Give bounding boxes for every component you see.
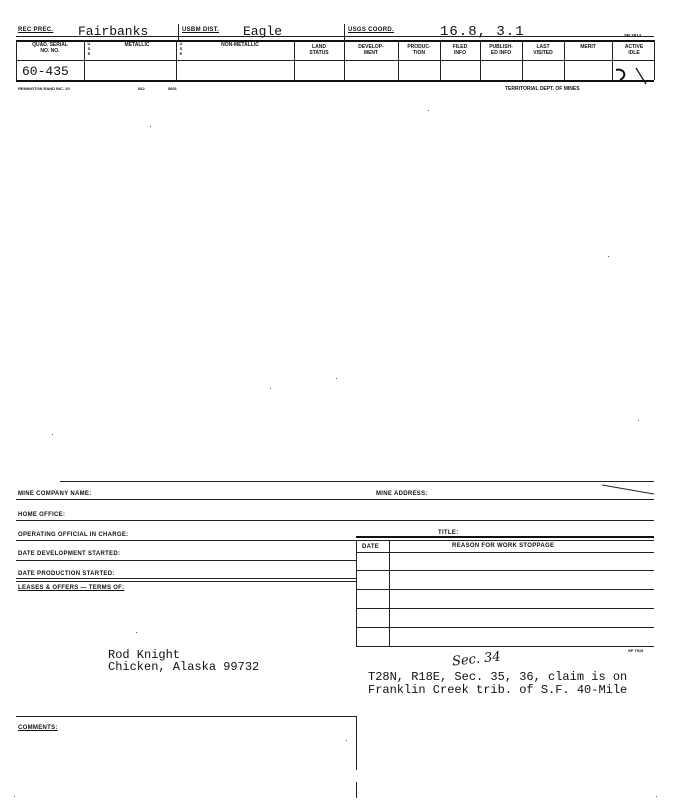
printer-code-1: 662 [138,86,145,91]
col-active-idle: ACTIVE IDLE [624,44,644,56]
leases-label: LEASES & OFFERS — TERMS OF: [18,585,125,591]
col-metallic: METALLIC [124,42,150,48]
col-non-metallic: NON-METALLIC [221,42,259,48]
col-land-status: LAND STATUS [309,44,329,56]
mine-company-name-label: MINE COMPANY NAME: [18,491,92,497]
printer-code-2: 5801 [168,86,177,91]
title-label: TITLE: [438,530,459,536]
col-production: PRODUC- TION [407,44,431,56]
location-line-1: T28N, R18E, Sec. 35, 36, claim is on [368,670,628,684]
printer-label: REMINGTON RAND INC. 20 [18,86,70,91]
date-column-header: DATE [362,544,380,550]
usgs-coord-label: USGS COORD. [348,27,394,33]
owner-address: Chicken, Alaska 99732 [108,660,260,674]
dept-label: TERRITORIAL DEPT. OF MINES [505,86,580,92]
col-published-info: PUBLISH- ED INFO [489,44,513,56]
pencil-mark [606,62,652,92]
reason-column-header: REASON FOR WORK STOPPAGE [452,543,555,549]
form-number-bottom: SP 7915 [628,648,644,653]
col-last-visited: LAST VISITED [533,44,553,56]
owner-name: Rod Knight [108,648,181,662]
usbm-dist-label: USBM DIST. [182,27,220,33]
date-production-label: DATE PRODUCTION STARTED: [18,571,115,577]
col-merit: MERIT [580,44,596,50]
comments-label: COMMENTS: [18,725,58,731]
quad-serial-value: 60-435 [22,64,69,79]
handwritten-note: Sec. 34 [451,649,502,670]
location-line-2: Franklin Creek trib. of S.F. 40-Mile [368,683,628,697]
operating-official-label: OPERATING OFFICIAL IN CHARGE: [18,532,129,538]
col-development: DEVELOP- MENT [358,44,384,56]
rec-prec-label: REC PREC. [18,27,54,33]
col-filed-info: FILED INFO [452,44,468,56]
col-use-1: U S E [87,41,91,56]
rec-prec-value: Fairbanks [78,24,149,39]
scratch-mark [600,482,656,496]
col-use-2: U S E [179,41,183,56]
mine-address-label: MINE ADDRESS: [376,491,428,497]
home-office-label: HOME OFFICE: [18,512,66,518]
col-quad-serial: QUAD. SERIAL NO. NO. [32,42,68,54]
usgs-coord-value: 16.8, 3.1 [440,24,525,40]
form-number-top: SP 7914 [624,33,642,38]
date-development-label: DATE DEVELOPMENT STARTED: [18,551,121,557]
usbm-dist-value: Eagle [243,24,283,39]
